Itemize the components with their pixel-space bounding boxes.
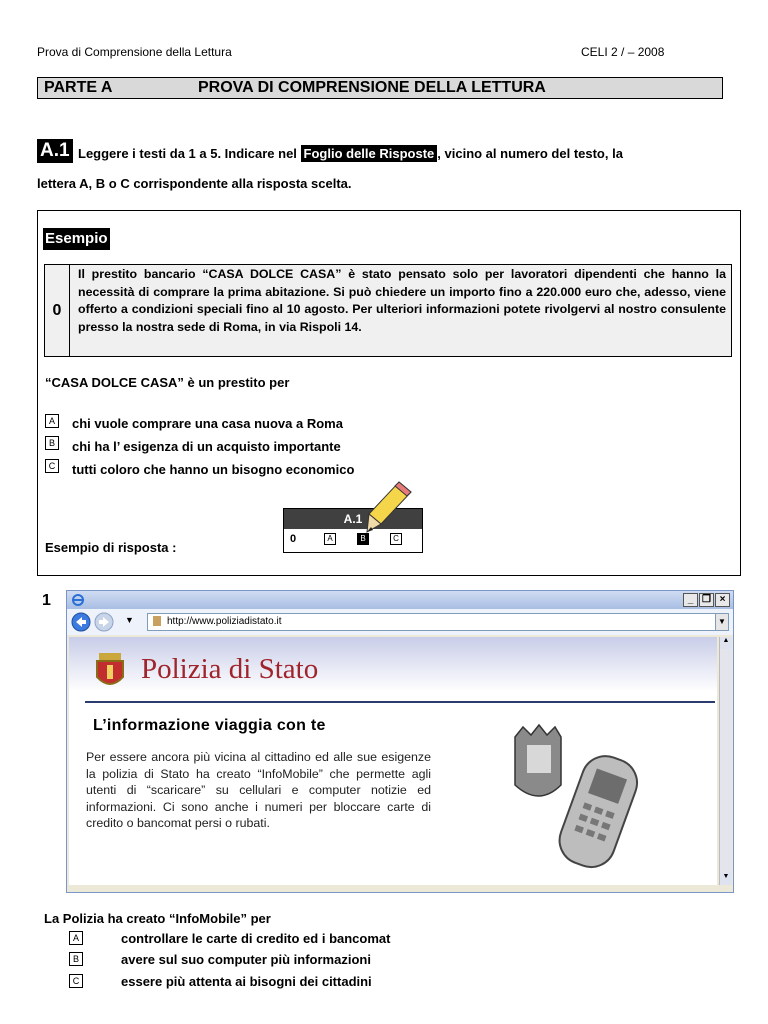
minimize-button[interactable]: _: [683, 593, 698, 607]
answer-label: Esempio di risposta :: [45, 540, 177, 555]
answer-grid-num: 0: [290, 533, 297, 545]
example-option-a-box[interactable]: A: [45, 414, 59, 428]
section-instruction: [78, 146, 623, 161]
text-number: 1: [42, 592, 51, 609]
example-table: [44, 264, 732, 357]
answer-grid-head: A.1: [284, 509, 422, 529]
browser-titlebar: [67, 591, 733, 609]
forward-icon[interactable]: [94, 612, 114, 632]
example-label: Esempio: [43, 228, 110, 250]
example-option-c-text: tutti coloro che hanno un bisogno economico: [72, 462, 355, 477]
parte-label: PARTE A: [44, 79, 113, 96]
example-option-c-box[interactable]: C: [45, 459, 59, 473]
instr-post: , vicino al numero del testo, la: [437, 146, 623, 161]
example-number: 0: [45, 265, 70, 356]
example-option-b-box[interactable]: B: [45, 436, 59, 450]
parte-bar: [37, 77, 723, 99]
site-body: Per essere ancora più vicina al cittadino ed alle sue esigenze la polizia di Stato ha creato “InfoMobile” che permette agli utenti di “scaricare” su cellulari e computer notizie ed informazioni. Ci sono anche i numeri per bloccare carte di credito o bancomat persi o rubati.: [86, 750, 431, 830]
back-icon[interactable]: [71, 612, 91, 632]
example-option-a-text: chi vuole comprare una casa nuova a Roma: [72, 416, 343, 431]
text1-option-a-box[interactable]: A: [69, 931, 83, 945]
site-title: Polizia di Stato: [141, 653, 319, 685]
header-left: Prova di Comprensione della Lettura: [37, 45, 232, 59]
text1-option-c-text: essere più attenta ai bisogni dei cittadini: [121, 974, 372, 989]
site-headline: L’informazione viaggia con te: [93, 717, 326, 734]
history-dropdown-icon[interactable]: ▼: [125, 615, 134, 625]
section-tag: A.1: [37, 139, 73, 163]
address-toolbar: [67, 609, 733, 635]
text1-option-c-box[interactable]: C: [69, 974, 83, 988]
favicon-icon: [153, 616, 161, 626]
example-question: “CASA DOLCE CASA” è un prestito per: [45, 375, 290, 390]
answer-cell-b-selected[interactable]: B: [357, 533, 369, 545]
example-text: Il prestito bancario “CASA DOLCE CASA” è stato pensato solo per lavoratori dipendenti che hanno la necessità di comprare la prima abitazione. Si può chiedere un importo fino a 220.000 euro che, adesso, viene offerto a condizioni speciali fino al 10 agosto. Per ulteriori informazioni potete rivolgervi al nostro consulente presso la nostra sede di Roma, in via Rispoli 14.: [78, 267, 726, 334]
scroll-up-icon[interactable]: ▲: [720, 637, 732, 649]
example-option-b-text: chi ha l’ esigenza di un acquisto importante: [72, 439, 341, 454]
instr-pre: Leggere i testi da 1 a 5. Indicare nel: [78, 146, 301, 161]
answer-cell-c[interactable]: C: [390, 533, 402, 545]
parte-title: PROVA DI COMPRENSIONE DELLA LETTURA: [198, 79, 546, 96]
text1-option-b-box[interactable]: B: [69, 952, 83, 966]
scroll-down-icon[interactable]: ▼: [720, 873, 732, 885]
web-page: [69, 637, 717, 885]
foglio-highlight: Foglio delle Risposte: [301, 145, 438, 162]
close-button[interactable]: ×: [715, 593, 730, 607]
text1-option-a-text: controllare le carte di credito ed i bancomat: [121, 931, 391, 946]
browser-window: [66, 590, 734, 893]
address-dropdown-icon[interactable]: ▼: [715, 614, 728, 630]
address-input[interactable]: [147, 613, 729, 631]
header-right: CELI 2 / – 2008: [581, 45, 665, 59]
address-url: http://www.poliziadistato.it: [167, 616, 282, 627]
polizia-emblem-icon: [93, 651, 127, 691]
browser-scrollbar[interactable]: [719, 637, 732, 885]
text1-question: La Polizia ha creato “InfoMobile” per: [44, 911, 271, 926]
text1-option-b-text: avere sul suo computer più informazioni: [121, 952, 371, 967]
instr-line2: lettera A, B o C corrispondente alla risposta scelta.: [37, 176, 352, 191]
mobile-phone-image: [501, 715, 651, 875]
pencil-icon: [365, 478, 415, 536]
restore-button[interactable]: ❐: [699, 593, 714, 607]
answer-cell-a[interactable]: A: [324, 533, 336, 545]
site-divider: [85, 701, 715, 703]
ie-logo-icon: [71, 593, 85, 607]
